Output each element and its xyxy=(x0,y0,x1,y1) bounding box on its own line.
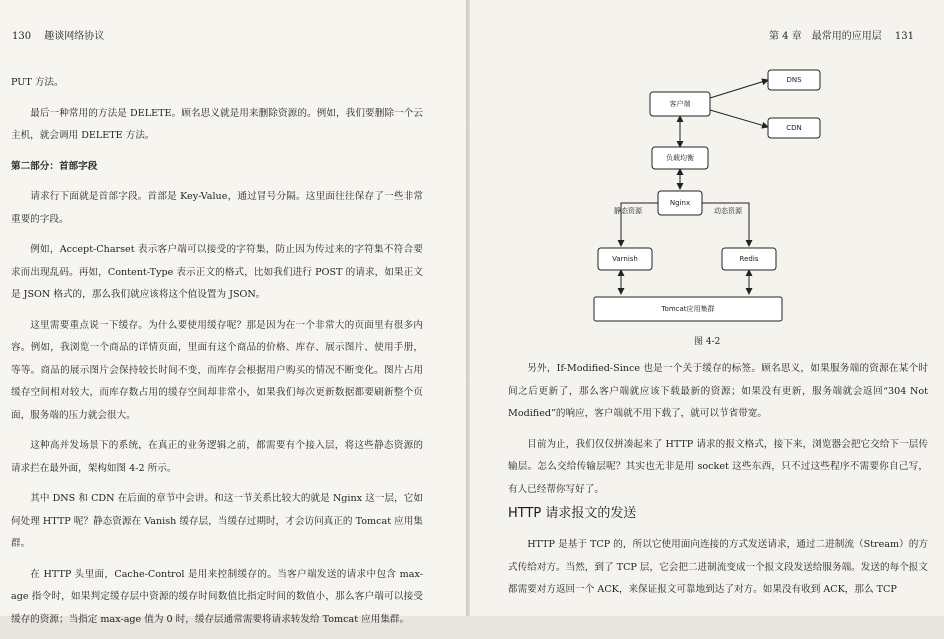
client-cdn-edge xyxy=(710,110,768,127)
right-section-body xyxy=(508,534,928,610)
page-number: 130 xyxy=(12,31,32,42)
right-page-header xyxy=(769,27,914,42)
client-label: 客户端 xyxy=(669,100,691,108)
chapter-title: 第 4 章 最常用的应用层 xyxy=(768,31,882,42)
paragraph: 最后一种常用的方法是 DELETE。顾名思义就是用来删除资源的。例如，我们要删除一个云主机，就会调用 DELETE 方法。 xyxy=(11,107,423,141)
static-resource-label: 静态资源 xyxy=(614,207,642,215)
varnish-label: Varnish xyxy=(612,255,638,263)
dns-label: DNS xyxy=(786,76,802,84)
load-balancer-label: 负载均衡 xyxy=(666,154,694,162)
paragraph: HTTP 是基于 TCP 的，所以它使用面向连接的方式发送请求，通过二进制流（Stream）的方式传给对方。当然，到了 TCP 层，它会把二进制流变成一个报文段发送给服务端。发送的每个报文都需要对方返回一个 ACK，来保证报文可靠地到达了对方。如果没有收到 ACK，那么 TCP xyxy=(508,539,928,595)
paragraph: 例如，Accept-Charset 表示客户端可以接受的字符集，防止因为传过来的字符集不符合要求而出现乱码。再如，Content-Type 表示正文的格式，比如我们进行 POST 的请求，如果正文是 JSON 格式的，那么我们就应该将这个值设置为 JSON。 xyxy=(11,244,423,300)
tomcat-label: Tomcat应用集群 xyxy=(661,305,715,313)
paragraph: 这种高并发场景下的系统，在真正的业务逻辑之前，都需要有个接入层，将这些静态资源的请求拦在最外面，架构如图 4-2 所示。 xyxy=(11,440,423,474)
section-heading: 第二部分：首部字段 xyxy=(11,160,98,172)
book-title: 趣谈网络协议 xyxy=(44,31,105,42)
section-title: HTTP 请求报文的发送 xyxy=(508,506,637,521)
client-dns-edge xyxy=(710,80,768,98)
right-page xyxy=(470,0,944,616)
nginx-label: Nginx xyxy=(669,199,691,207)
page-number: 131 xyxy=(894,31,914,42)
architecture-diagram xyxy=(608,66,868,331)
figure-caption: 图 4-2 xyxy=(694,337,721,347)
paragraph: 这里需要重点说一下缓存。为什么要使用缓存呢？那是因为在一个非常大的页面里有很多内容。例如，我浏览一个商品的详情页面，里面有这个商品的价格、库存、展示图片、使用手册，等等。商品的展示图片会保持较长时间不变，而库存会根据用户购买的情况不断变化。图片占用缓存空间相对较大，而库存数占用的缓存空间却非常小，如果我们每次更新数据都要刷新整个页面，服务端的压力就会很大。 xyxy=(11,319,423,421)
dynamic-resource-label: 动态资源 xyxy=(714,207,742,215)
paragraph: 目前为止，我们仅仅拼凑起来了 HTTP 请求的报文格式，接下来，浏览器会把它交给下一层传输层。怎么交给传输层呢？其实也无非是用 socket 这些东西，只不过这些程序不需要你自己写，有人已经帮你写好了。 xyxy=(508,438,928,495)
paragraph: 请求行下面就是首部字段。首部是 Key-Value，通过冒号分隔。这里面往往保存了一些非常重要的字段。 xyxy=(11,191,423,225)
paragraph: 另外，If-Modified-Since 也是一个关于缓存的标签。顾名思义，如果服务端的资源在某个时间之后更新了，那么客户端就应该下载最新的资源；如果没有更新，服务端就会返回“304 Not Modified”的响应，客户端就不用下载了，就可以节省带宽。 xyxy=(508,363,928,419)
right-body-text xyxy=(508,358,928,509)
left-page xyxy=(0,0,466,625)
cdn-label: CDN xyxy=(786,124,802,132)
left-page-header xyxy=(12,27,104,42)
redis-label: Redis xyxy=(739,255,759,263)
paragraph: 其中 DNS 和 CDN 在后面的章节中会讲。和这一节关系比较大的就是 Nginx 这一层，它如何处理 HTTP 呢？静态资源在 Vanish 缓存层，当缓存过期时，才会访问真正的 Tomcat 应用集群。 xyxy=(11,493,423,549)
paragraph: PUT 方法。 xyxy=(11,77,64,88)
left-body-text xyxy=(11,72,423,639)
paragraph: 在 HTTP 头里面，Cache-Control 是用来控制缓存的。当客户端发送的请求中包含 max-age 指令时，如果判定缓存层中资源的缓存时间数值比指定时间的数值小，那么客户端可以接受缓存的资源；当指定 max-age 值为 0 时，缓存层通常需要将请求转发给 Tomcat 应用集群。 xyxy=(11,568,423,625)
